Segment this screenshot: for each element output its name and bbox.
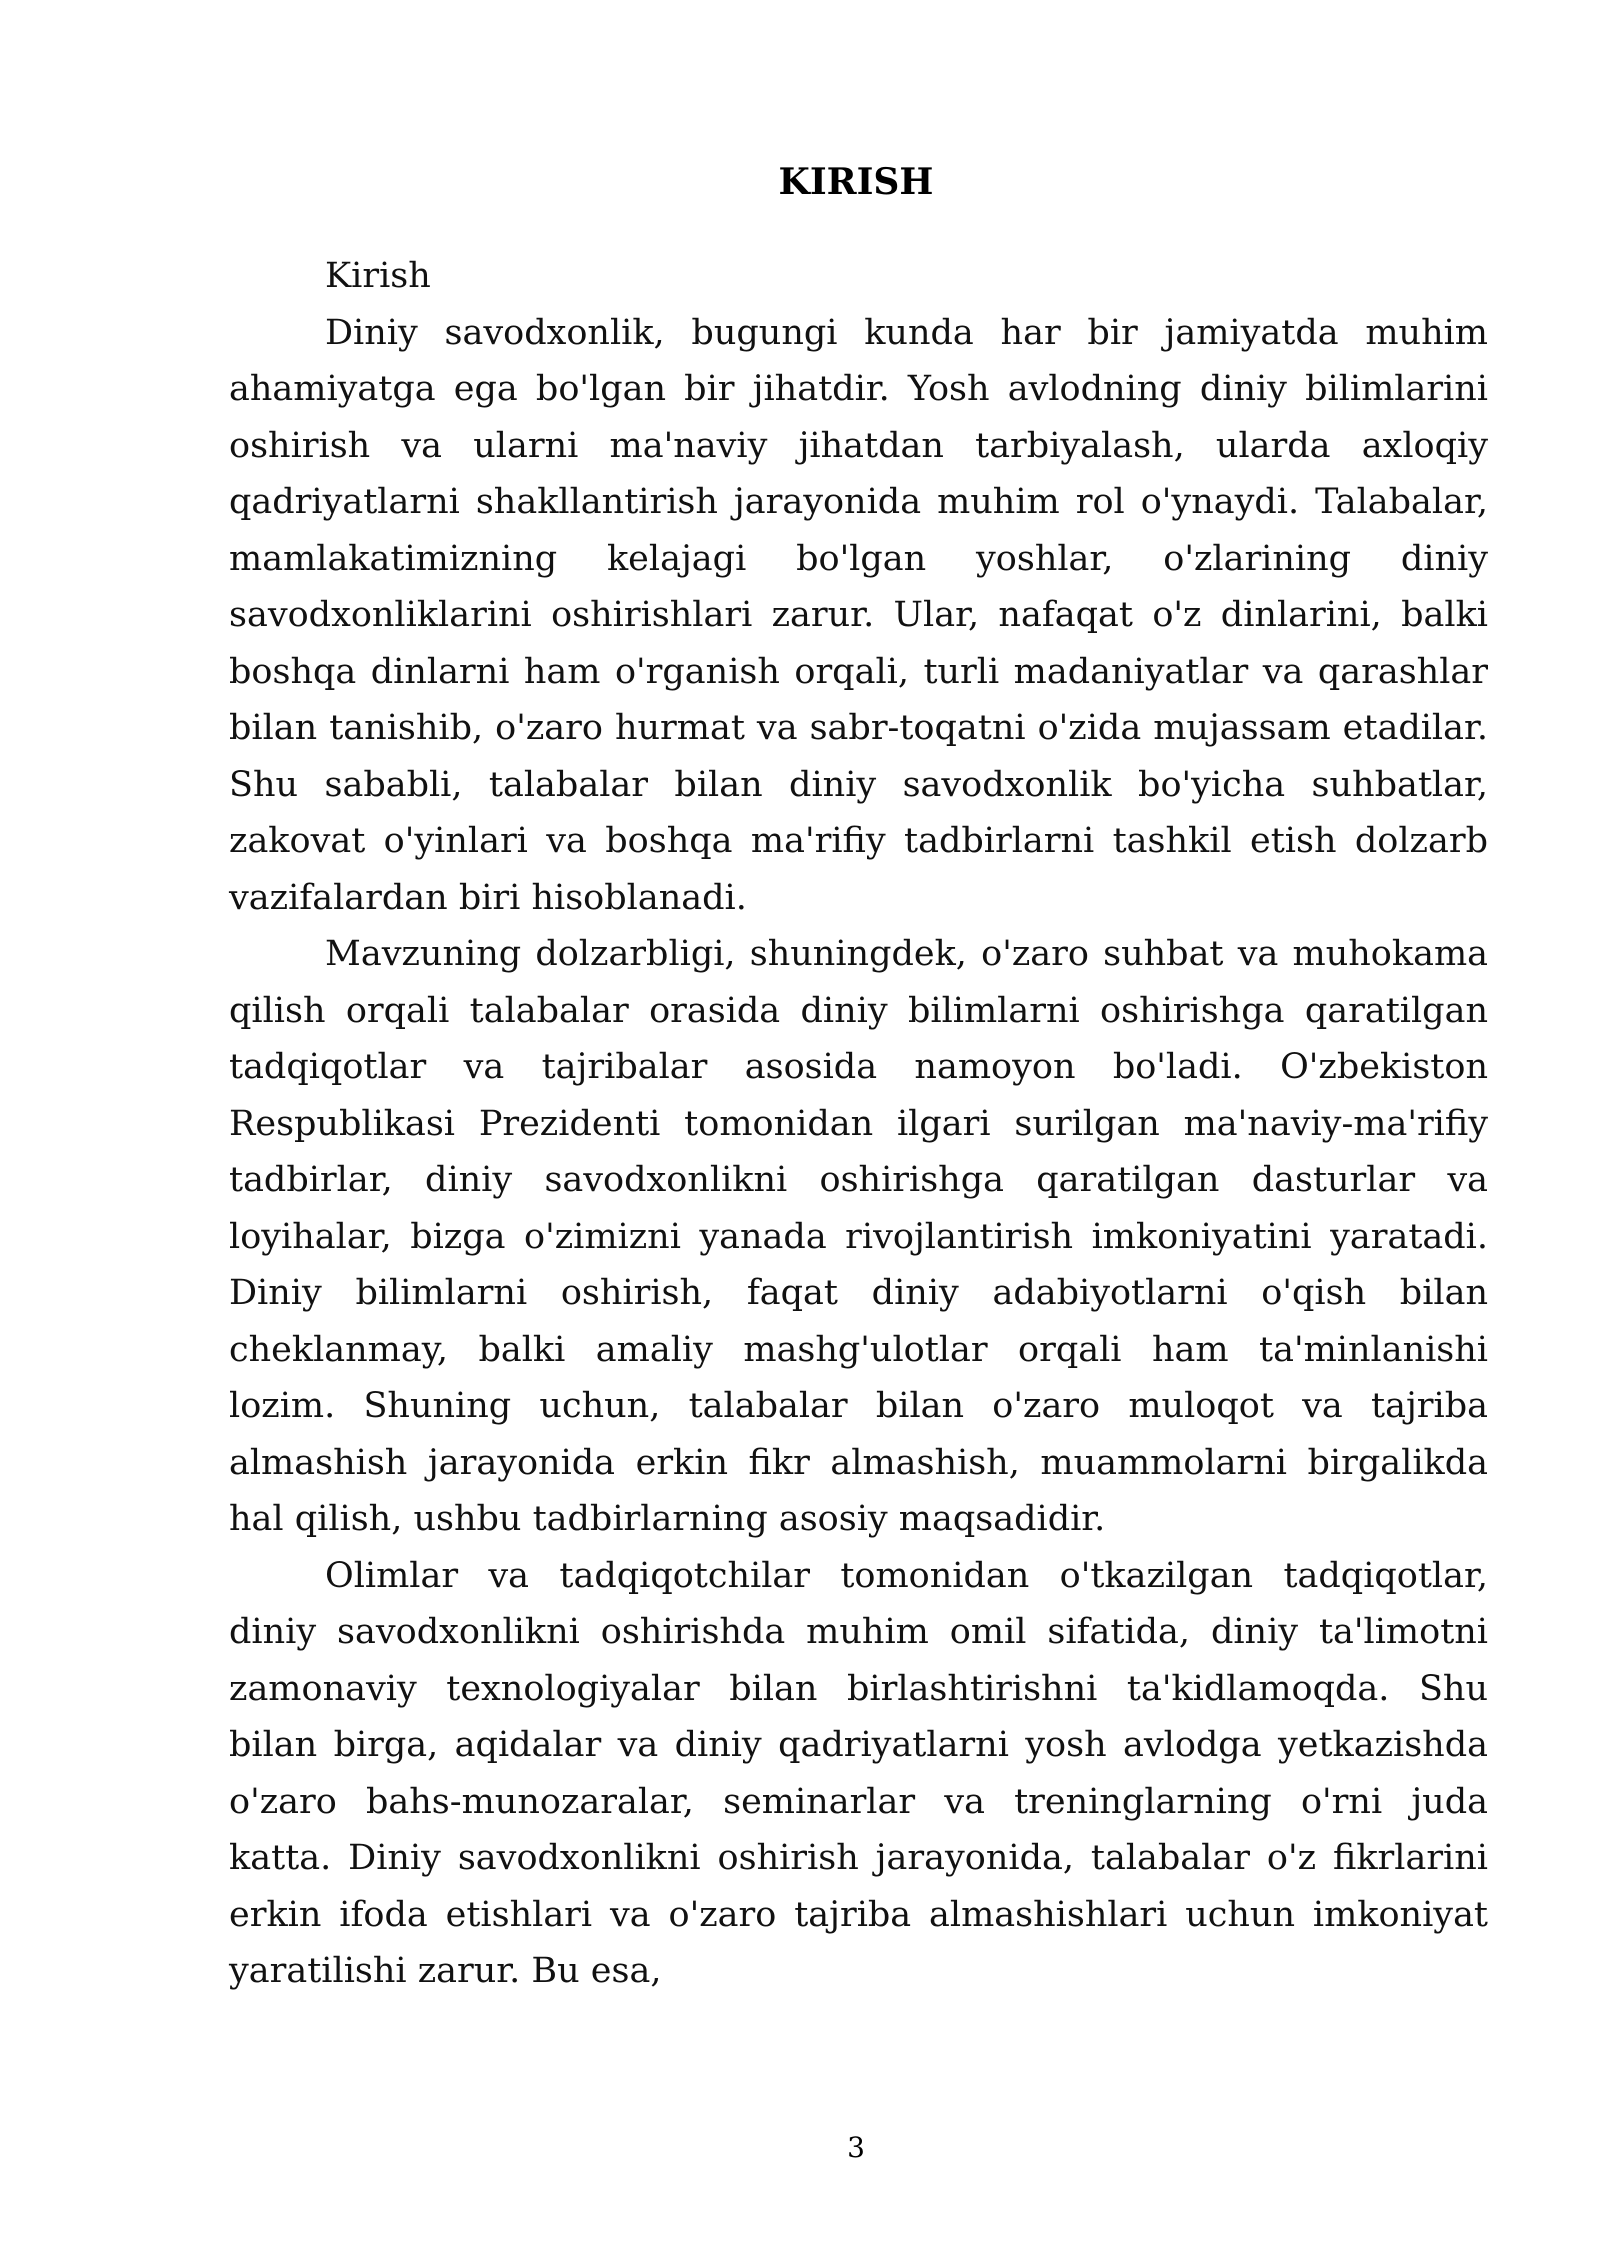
paragraph-1: Diniy savodxonlik, bugungi kunda har bir jamiyatda muhim ahamiyatga ega bo'lgan bir jihatdir. Yosh avlodning diniy bilimlarini oshirish va ularni ma'naviy jihatdan tarbiyalash, ularda axloqiy qadriyatlarni shakllantirish jarayonida muhim rol o'ynaydi. Talabalar, mamlakatimizning kelajagi bo'lgan yoshlar, o'zlarining diniy savodxonliklarini oshirishlari zarur. Ular, nafaqat o'z dinlarini, balki boshqa dinlarni ham o'rganish orqali, turli madaniyatlar va qarashlar bilan tanishib, o'zaro hurmat va sabr-toqatni o'zida mujassam etadilar. Shu sababli, talabalar bilan diniy savodxonlik bo'yicha suhbatlar, zakovat o'yinlari va boshqa ma'rifiy tadbirlarni tashkil etish dolzarb vazifalardan biri hisoblanadi.	[229, 312, 1488, 918]
body-text	[229, 248, 1488, 2000]
paragraph-3: Olimlar va tadqiqotchilar tomonidan o'tkazilgan tadqiqotlar, diniy savodxonlikni oshirishda muhim omil sifatida, diniy ta'limotni zamonaviy texnologiyalar bilan birlashtirishni ta'kidlamoqda. Shu bilan birga, aqidalar va diniy qadriyatlarni yosh avlodga yetkazishda o'zaro bahs-munozaralar, seminarlar va treninglarning o'rni juda katta. Diniy savodxonlikni oshirish jarayonida, talabalar o'z fikrlarini erkin ifoda etishlari va o'zaro tajriba almashishlari uchun imkoniyat yaratilishi zarur. Bu esa,	[229, 1555, 1488, 1991]
subheading: Kirish	[325, 256, 431, 296]
page-number: 3	[847, 2131, 865, 2164]
paragraph-2: Mavzuning dolzarbligi, shuningdek, o'zaro suhbat va muhokama qilish orqali talabalar orasida diniy bilimlarni oshirishga qaratilgan tadqiqotlar va tajribalar asosida namoyon bo'ladi. O'zbekiston Respublikasi Prezidenti tomonidan ilgari surilgan ma'naviy-ma'rifiy tadbirlar, diniy savodxonlikni oshirishga qaratilgan dasturlar va loyihalar, bizga o'zimizni yanada rivojlantirish imkoniyatini yaratadi. Diniy bilimlarni oshirish, faqat diniy adabiyotlarni o'qish bilan cheklanmay, balki amaliy mashg'ulotlar orqali ham ta'minlanishi lozim. Shuning uchun, talabalar bilan o'zaro muloqot va tajriba almashish jarayonida erkin fikr almashish, muammolarni birgalikda hal qilish, ushbu tadbirlarning asosiy maqsadidir.	[229, 934, 1488, 1539]
page-title: KIRISH	[778, 161, 934, 203]
